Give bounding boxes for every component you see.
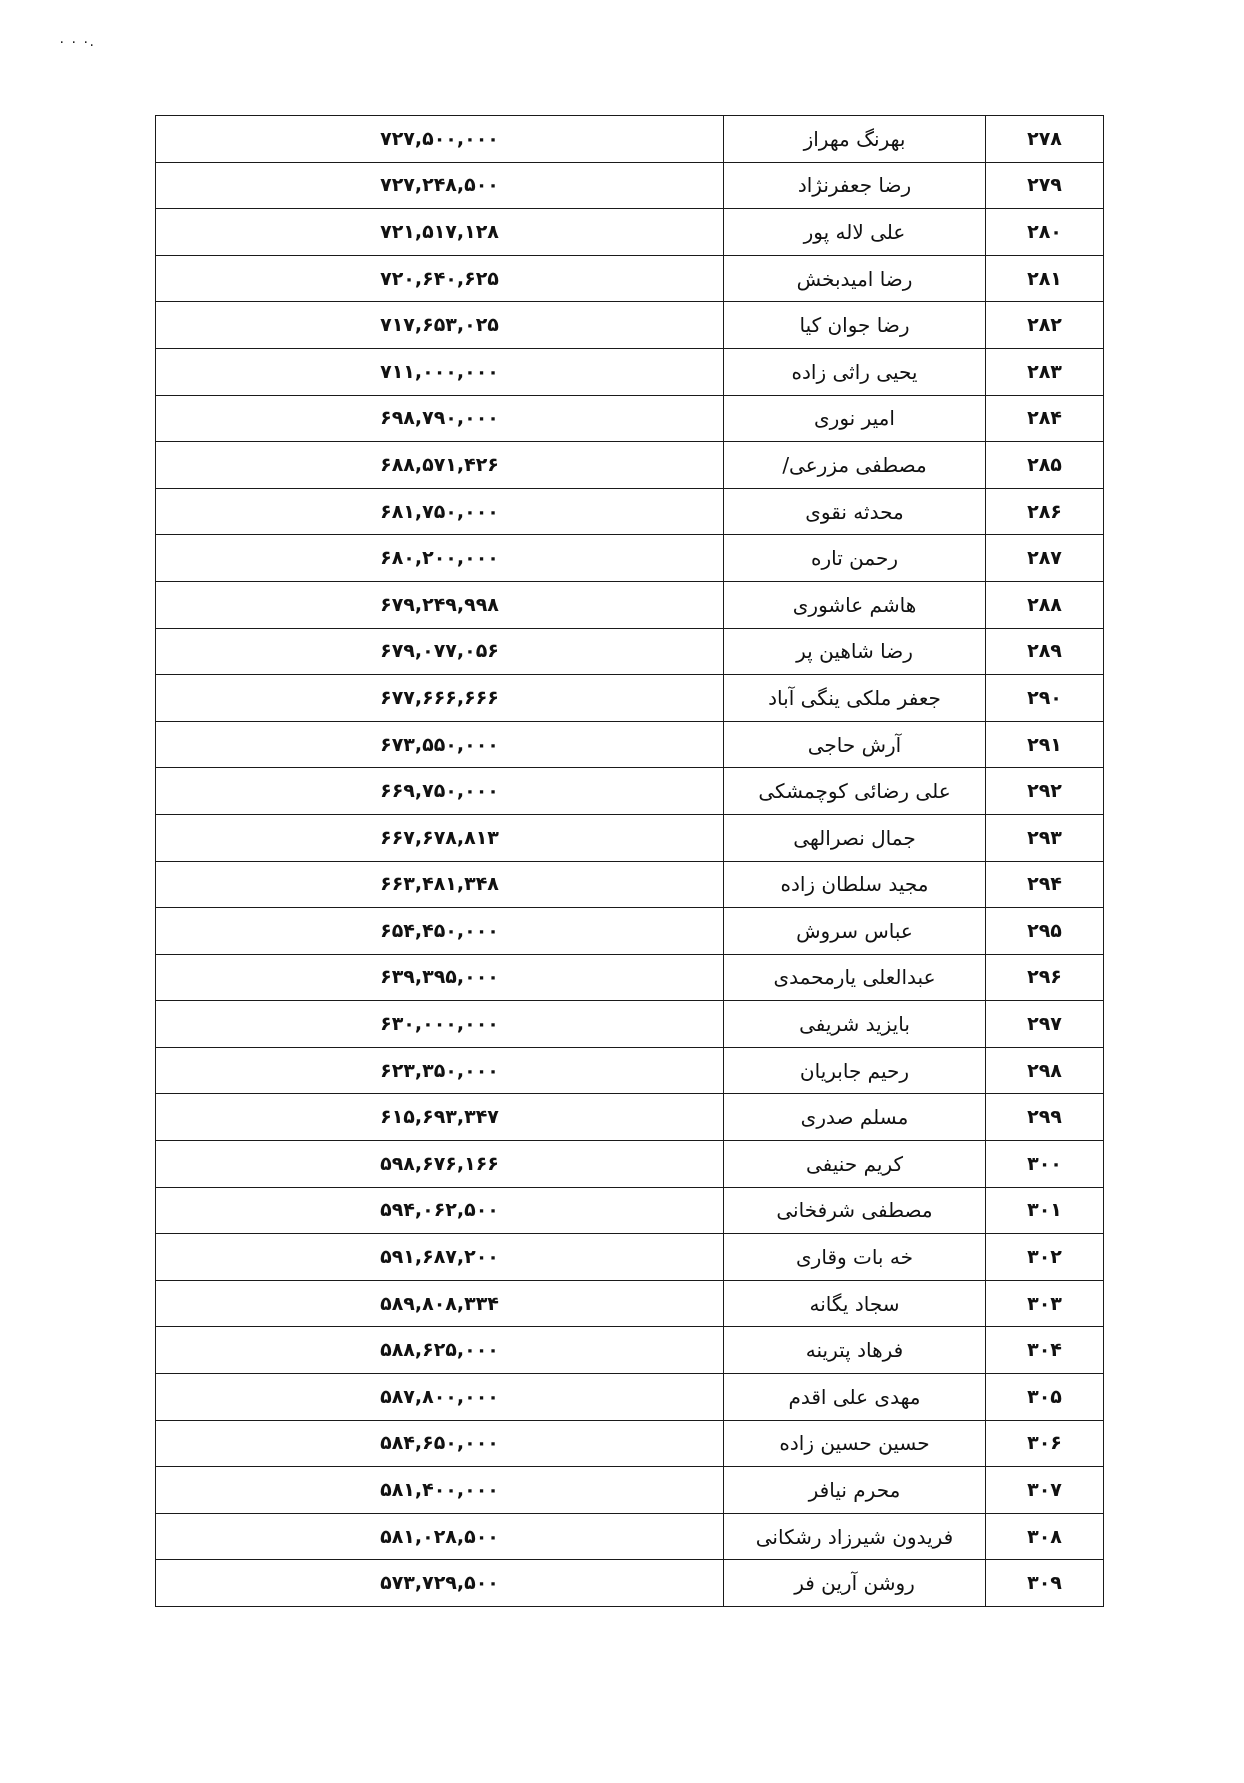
name-cell: آرش حاجی (724, 721, 986, 768)
name-cell: امیر نوری (724, 395, 986, 442)
table-row (156, 581, 1104, 628)
row-number-cell: ۲۸۰ (986, 209, 1104, 256)
amount-cell: ۶۵۴,۴۵۰,۰۰۰ (156, 908, 724, 955)
row-number-cell: ۲۹۹ (986, 1094, 1104, 1141)
amount-cell: ۵۸۴,۶۵۰,۰۰۰ (156, 1420, 724, 1467)
row-number-cell: ۳۰۲ (986, 1234, 1104, 1281)
name-cell: مهدی علی اقدم (724, 1374, 986, 1421)
name-cell: هاشم عاشوری (724, 581, 986, 628)
table-row (156, 1327, 1104, 1374)
row-number-cell: ۲۹۱ (986, 721, 1104, 768)
name-cell: فرهاد پترینه (724, 1327, 986, 1374)
name-cell: مصطفی مزرعی/ (724, 442, 986, 489)
table-row (156, 814, 1104, 861)
amount-cell: ۶۳۹,۳۹۵,۰۰۰ (156, 954, 724, 1001)
table-row (156, 1141, 1104, 1188)
amount-cell: ۵۸۹,۸۰۸,۳۳۴ (156, 1280, 724, 1327)
name-cell: جمال نصرالهی (724, 814, 986, 861)
table-row (156, 255, 1104, 302)
amount-cell: ۵۹۴,۰۶۲,۵۰۰ (156, 1187, 724, 1234)
amount-cell: ۷۲۷,۲۴۸,۵۰۰ (156, 162, 724, 209)
table-row (156, 1234, 1104, 1281)
amount-cell: ۵۸۱,۰۲۸,۵۰۰ (156, 1513, 724, 1560)
row-number-cell: ۲۸۱ (986, 255, 1104, 302)
row-number-cell: ۳۰۱ (986, 1187, 1104, 1234)
table-row (156, 442, 1104, 489)
name-cell: علی رضائی کوچمشکی (724, 768, 986, 815)
amount-cell: ۷۱۷,۶۵۳,۰۲۵ (156, 302, 724, 349)
row-number-cell: ۳۰۹ (986, 1560, 1104, 1607)
amount-cell: ۵۷۳,۷۲۹,۵۰۰ (156, 1560, 724, 1607)
name-cell: عبدالعلی یارمحمدی (724, 954, 986, 1001)
table-row (156, 395, 1104, 442)
amount-cell: ۶۸۱,۷۵۰,۰۰۰ (156, 488, 724, 535)
name-cell: مسلم صدری (724, 1094, 986, 1141)
row-number-cell: ۲۸۳ (986, 348, 1104, 395)
table-row (156, 768, 1104, 815)
row-number-cell: ۲۹۴ (986, 861, 1104, 908)
amount-cell: ۶۸۸,۵۷۱,۴۲۶ (156, 442, 724, 489)
row-number-cell: ۲۸۵ (986, 442, 1104, 489)
table-row (156, 1047, 1104, 1094)
amount-cell: ۷۲۷,۵۰۰,۰۰۰ (156, 116, 724, 163)
table-row (156, 116, 1104, 163)
name-cell: بهرنگ مهراز (724, 116, 986, 163)
row-number-cell: ۲۷۸ (986, 116, 1104, 163)
amount-cell: ۶۳۰,۰۰۰,۰۰۰ (156, 1001, 724, 1048)
row-number-cell: ۲۹۲ (986, 768, 1104, 815)
row-number-cell: ۲۹۵ (986, 908, 1104, 955)
name-cell: جعفر ملکی ینگی آباد (724, 675, 986, 722)
amount-cell: ۶۷۷,۶۶۶,۶۶۶ (156, 675, 724, 722)
amount-cell: ۶۷۳,۵۵۰,۰۰۰ (156, 721, 724, 768)
table-row (156, 908, 1104, 955)
name-cell: حسین حسین زاده (724, 1420, 986, 1467)
row-number-cell: ۲۸۴ (986, 395, 1104, 442)
amount-cell: ۶۶۹,۷۵۰,۰۰۰ (156, 768, 724, 815)
amount-cell: ۶۸۰,۲۰۰,۰۰۰ (156, 535, 724, 582)
row-number-cell: ۲۸۷ (986, 535, 1104, 582)
name-cell: عباس سروش (724, 908, 986, 955)
name-cell: محرم نیافر (724, 1467, 986, 1514)
row-number-cell: ۳۰۸ (986, 1513, 1104, 1560)
amount-cell: ۶۶۷,۶۷۸,۸۱۳ (156, 814, 724, 861)
table-row (156, 1467, 1104, 1514)
amount-cell: ۷۲۱,۵۱۷,۱۲۸ (156, 209, 724, 256)
name-cell: مجید سلطان زاده (724, 861, 986, 908)
table-row (156, 1280, 1104, 1327)
name-cell: رحمن تاره (724, 535, 986, 582)
amount-cell: ۶۱۵,۶۹۳,۳۴۷ (156, 1094, 724, 1141)
row-number-cell: ۳۰۴ (986, 1327, 1104, 1374)
ranking-table (155, 115, 1104, 1607)
row-number-cell: ۳۰۶ (986, 1420, 1104, 1467)
table-row (156, 954, 1104, 1001)
table-row (156, 302, 1104, 349)
table-row (156, 1513, 1104, 1560)
amount-cell: ۷۲۰,۶۴۰,۶۲۵ (156, 255, 724, 302)
table-row (156, 1001, 1104, 1048)
name-cell: یحیی راثی زاده (724, 348, 986, 395)
table-row (156, 1374, 1104, 1421)
row-number-cell: ۲۹۶ (986, 954, 1104, 1001)
name-cell: رضا شاهین پر (724, 628, 986, 675)
name-cell: رضا جوان کیا (724, 302, 986, 349)
row-number-cell: ۲۹۳ (986, 814, 1104, 861)
row-number-cell: ۳۰۷ (986, 1467, 1104, 1514)
row-number-cell: ۳۰۵ (986, 1374, 1104, 1421)
table-row (156, 488, 1104, 535)
table-row (156, 348, 1104, 395)
row-number-cell: ۲۸۸ (986, 581, 1104, 628)
row-number-cell: ۳۰۰ (986, 1141, 1104, 1188)
table-row (156, 162, 1104, 209)
name-cell: کریم حنیفی (724, 1141, 986, 1188)
table-row (156, 1094, 1104, 1141)
table-row (156, 861, 1104, 908)
table-row (156, 1420, 1104, 1467)
row-number-cell: ۲۸۲ (986, 302, 1104, 349)
amount-cell: ۶۲۳,۳۵۰,۰۰۰ (156, 1047, 724, 1094)
table-row (156, 628, 1104, 675)
name-cell: بایزید شریفی (724, 1001, 986, 1048)
table-row (156, 209, 1104, 256)
row-number-cell: ۲۸۶ (986, 488, 1104, 535)
amount-cell: ۵۹۸,۶۷۶,۱۶۶ (156, 1141, 724, 1188)
row-number-cell: ۲۹۸ (986, 1047, 1104, 1094)
amount-cell: ۵۸۷,۸۰۰,۰۰۰ (156, 1374, 724, 1421)
table-row (156, 721, 1104, 768)
row-number-cell: ۲۸۹ (986, 628, 1104, 675)
row-number-cell: ۳۰۳ (986, 1280, 1104, 1327)
name-cell: رضا جعفرنژاد (724, 162, 986, 209)
name-cell: فریدون شیرزاد رشکانی (724, 1513, 986, 1560)
name-cell: مصطفی شرفخانی (724, 1187, 986, 1234)
name-cell: علی لاله پور (724, 209, 986, 256)
name-cell: خه بات وقاری (724, 1234, 986, 1281)
row-number-cell: ۲۷۹ (986, 162, 1104, 209)
amount-cell: ۵۹۱,۶۸۷,۲۰۰ (156, 1234, 724, 1281)
row-number-cell: ۲۹۰ (986, 675, 1104, 722)
table-row (156, 675, 1104, 722)
amount-cell: ۶۷۹,۰۷۷,۰۵۶ (156, 628, 724, 675)
amount-cell: ۷۱۱,۰۰۰,۰۰۰ (156, 348, 724, 395)
amount-cell: ۵۸۱,۴۰۰,۰۰۰ (156, 1467, 724, 1514)
page-marker: ٠ ٠ ٠. (58, 34, 94, 50)
amount-cell: ۵۸۸,۶۲۵,۰۰۰ (156, 1327, 724, 1374)
table-row (156, 535, 1104, 582)
amount-cell: ۶۷۹,۲۴۹,۹۹۸ (156, 581, 724, 628)
row-number-cell: ۲۹۷ (986, 1001, 1104, 1048)
table-row (156, 1560, 1104, 1607)
name-cell: روشن آرین فر (724, 1560, 986, 1607)
amount-cell: ۶۹۸,۷۹۰,۰۰۰ (156, 395, 724, 442)
name-cell: رضا امیدبخش (724, 255, 986, 302)
name-cell: محدثه نقوی (724, 488, 986, 535)
ranking-table-container (155, 115, 1100, 1607)
name-cell: سجاد یگانه (724, 1280, 986, 1327)
name-cell: رحیم جابریان (724, 1047, 986, 1094)
table-row (156, 1187, 1104, 1234)
amount-cell: ۶۶۳,۴۸۱,۳۴۸ (156, 861, 724, 908)
